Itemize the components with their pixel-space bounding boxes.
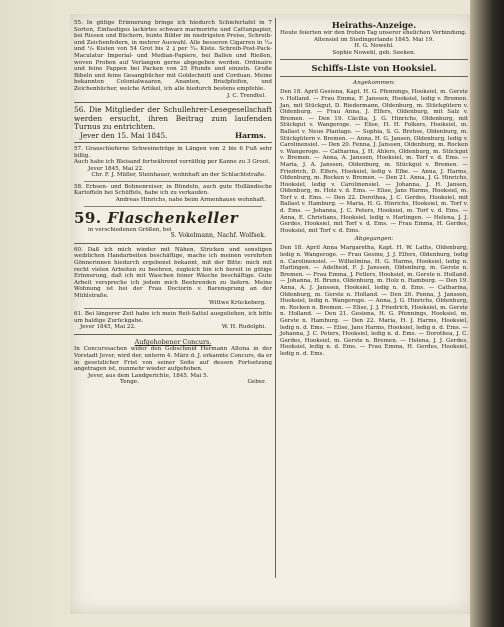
concurs-signature-2: Geber. [247, 379, 266, 386]
marriage-name-2: Sophie Nowehl, geb. Seeken. [332, 49, 416, 56]
concurs-heading: Aufgehobener Concurs. [134, 338, 212, 347]
ad-55-signature: J. C. Trendtel. [226, 92, 266, 99]
ad-56-date: Jever den 15. Mai 1845. [80, 130, 168, 140]
departures-text: Den 18. April Anna Margaretha, Kapt. H. W. Laths, Oldenburg, ledig n. Wangeroge. — Frau Gesine, J. J. Elfers, Oldenburg, ledig n. Carolinensiel. — Wilhelmina, H. G. Harms, Hooksiel, ledig n. Harlingen. — Adelheid, F. J. Janssen, Oldenburg, m. Gerste n. Bremen. — Frau Emma, J. Fetlers, Hooksiel, m. Gerste n. Holland. — Johanna, H. Bruns, Oldenburg, m. Holz n. Hamburg. — Den 19. Anna, A. J. Janssen, Hooksiel, ledig n. d. Ems. — Catharina, Oldenburg, m. Gerste n. Holland. — Den 20. Fenna, J. Janssen, Hooksiel, ledig n. Wangeroge. — Anna, J. G. Hinrichs, Oldenburg, m. Rocken n. Bremen. — Elise, J. J. Friedrich, Hooksiel, m. Gerste n. Holland. — Den 21. Gesiena, H. G. Pfennings, Hooksiel, m. Gerste n. Hamburg. — Den 22. Maria, H. J. Harms, Hooksiel, ledig n. d. Ems. — Elise, Jans Harms, Hooksiel, ledig n. d. Ems. — Johanna, J. C. Peters, Hooksiel, ledig n. d. Ems. — Dorothea, J. C. Gerdes, Hooksiel, m. Gerste n. Bremen. — Helena, J. J. Gerdes, Hooksiel, ledig n. d. Ems. — Frau Emma, H. Gerdes, Hooksiel, ledig n. d. Ems. [280, 245, 468, 357]
ad-59-heading [74, 209, 272, 227]
ad-59-signature: S. Vokelmann, Nachf. Wolfsek. [170, 232, 266, 240]
concurs-signature-1: Tenge. [120, 379, 139, 386]
column-divider [275, 18, 276, 578]
arrivals-text: Den 18. April Gesiena, Kapt. H. G. Pfennings, Hooksiel, m. Gerste v. Holland. — Frau Emma, F. Janssen, Hooksiel, ledig v. Bremen. Jan, mit Stückgut, D. Riedermann, Oldenburg, m. Stückgütern v. Oldenburg. — Frau Anna, J. Elfers, Oldenburg, mit Salz v. Bremen. — Den 19. Cäcilia, J. G. Hinrichs, Oldenburg, mit Stückgut v. Wangeroge. — Elise, H. H. Folkers, Hooksiel, m. Ballast v. Neue Plantage. — Sophia, S. G. Brehse, Oldenburg, m. Stückgütern v. Bremen. — Anna, H. G. Jansen, Oldenburg, ledig v. Carolinensiel. — Den 20. Fenna, J. Janssen, Oldenburg, m. Rocken v. Wangeroge. — Catharina, J. H. Ahlers, Oldenburg, m. Stückgut v. Bremen. — Anna, A. Janssen, Hooksiel, m. Torf v. d. Ems. — Maria, J. A. Janssen, Oldenburg, m. Stückgut v. Bremen. — Friedrich, D. Elfers, Hooksiel, ledig v. Elbe. — Anna, J. Harms, Oldenburg, m. Rocken v. Bremen. — Den 21. Anna, J. G. Hinrichs, Hooksiel, ledig v. Carolinensiel. — Johanna, J. H. Jansen, Oldenburg, m. Holz v. d. Ems. — Elise, Jans Harms, Hooksiel, m. Torf v. d. Ems. — Den 22. Dorothea, J. C. Gerdes, Hooksiel, mit Ballast v. Hamburg. — Maria, H. G. Hinrichs, Hooksiel, m. Torf v. d. Ems. — Johanna, J. C. Peters, Hooksiel, m. Torf v. d. Ems. — Anna, E. Christians, Hooksiel, ledig v. Harlingen. — Helena, J. J. Gerdes, Hooksiel, mit Torf v. d. Ems. — Frau Emma, H. Gerdes, Hooksiel, mit Torf v. d. Ems. [280, 89, 468, 234]
book-spine-shadow [470, 0, 504, 627]
ad-59-number: 59. [74, 208, 102, 227]
ad-61-signature: W. H. Rudolphi. [221, 324, 266, 331]
arrivals-heading: Angekommen: [352, 80, 396, 87]
page-margin-left [0, 0, 70, 627]
ad-57-text-b: Auch habe ich Bleisand fortwährend vorräthig per Kanne zu 3 Groot. [74, 159, 271, 166]
ship-list-heading: Schiffs-Liste von Hooksiel. [311, 63, 437, 74]
ad-61-date: Jever 1845, Mai 22. [80, 324, 136, 331]
ad-57-signature: Chr. F. J. Müller, Steinhauer, wohnhaft an der Schlachtstraße. [91, 172, 266, 179]
concurs-text: In Concurssachen wider den Gobschmid Hermann Altona in der Vorstadt Jever, wird der, unterm 4. März d. J. erkannte Concurs, da er in gesetzlicher Frist von seiner Seite auf dessen Fortsetzung angetragen ist, nunmehr wieder aufgehoben. [74, 346, 272, 373]
ad-59-title: Flaschenkeller [107, 208, 239, 227]
right-column [280, 20, 468, 358]
ad-57-text: 57. Grauschieferne Schweinetröge in Längen von 2 bis 6 Fuß sehr billig. [74, 145, 272, 159]
divider [84, 181, 262, 182]
ad-57-date: Jever 1845, Mai 22. [88, 165, 144, 172]
ad-58-text: 58. Erbsen- und Bohnenreiser, in Bündeln, auch gute Holländische Kartoffeln bei Schüffels, habe ich zu verkaufen. [74, 183, 272, 197]
concurs-signatures [74, 379, 272, 386]
divider [74, 142, 272, 143]
ad-55-text: 55. In gütige Erinnerung bringe ich hiedurch Schiefertafel in 7 Sorten, Einfasdiges lackirtes schwarz marmorirte und Cattunpapier, bei Riesen und Büchern, bunte Bilder im niedrigsten Preise, Schreib- und Zeichenfedern, in mehrer Auswahl. Alle besseren Cigarren in ½₀ und ¹/₆ Kisten von 54 Grot bis 2 ₰ per ½₀ Kiste. Schreib-Post-Pack-Maculatur Imperial- und Median-Papiere, bei Ballen und Rießen, woven Proben auf Verlangen gerne abgegeben werden. Ordinaire und feine Pappen bei Packen von 25 Pfunde und einzeln. Große Bibeln und feine Gesangbücher mit Goldschnitt und Corduan. Meine bekannten Colonialwaaren, Ananten, Briefpfeifen, und Zeichenbücher, welche Artikel, ich alle hiedurch bestens empfehle. [74, 20, 272, 92]
ad-61-footer [74, 324, 272, 331]
newspaper-page [70, 14, 472, 614]
ad-56-text: 56. Die Mitglieder der Schullehrer-Lesegesellschaft werden ersucht, ihren Beitrag zum laufenden Turnus zu entrichten. [74, 105, 272, 132]
ad-60-signature: Wittwe Krückeberg. [208, 299, 266, 306]
ad-60-text: 60. Daß ich mich wieder mit Nähen, Stricken und sonstigen weiblichen Handarbeiten beschäftige, mache ich meinen verehrten Gönnerinnen hiedurch ergebenst bekannt, mit der Bitte: mich mit recht vielen Arbeiten zu beehren, zugleich bin ich bereit in gütige Erinnerung, daß ich mit Waschen feiner Wäsche beschäftige. Gute Arbeit verspreche ich jedem mich Beehrenden zu liefern. Meine Wohnung ist bei der Frau Doctorin v. Barensprung an der Mühlstraße. [74, 246, 272, 299]
marriage-name-1: H. G. Nowehl. [354, 43, 394, 50]
divider [280, 76, 468, 77]
divider [74, 243, 272, 244]
ad-59-subtitle: in verschiedenen Größen, bei [88, 226, 172, 233]
ad-56-signature: Harms. [234, 130, 266, 140]
ad-58-signature: Andreas Hinrichs, nahe beim Armenhause wohnhaft. [115, 197, 266, 204]
marriage-heading: Heiraths-Anzeige. [331, 20, 417, 30]
marriage-place-date: Altensiel im Stedingerlande 1845. Mai 19. [313, 36, 435, 43]
divider [74, 102, 272, 103]
ad-56-footer [74, 132, 272, 139]
left-column [74, 20, 272, 386]
divider [280, 59, 468, 60]
marriage-text: Heute feierten wir den frohen Tag unserer ehelichen Verbindung. [280, 30, 467, 36]
divider [74, 334, 272, 335]
divider [84, 206, 262, 207]
ad-61-text: 61. Bei längerer Zeit habe ich mein Reit-Sattel ausgeliehen, ich bitte um baldige Zurückgabe. [74, 311, 272, 324]
divider [84, 308, 262, 309]
departures-heading: Abgegangen: [354, 236, 394, 243]
concurs-date: Jever, aus dem Landgerichte, 1845. Mai 5. [88, 372, 209, 379]
